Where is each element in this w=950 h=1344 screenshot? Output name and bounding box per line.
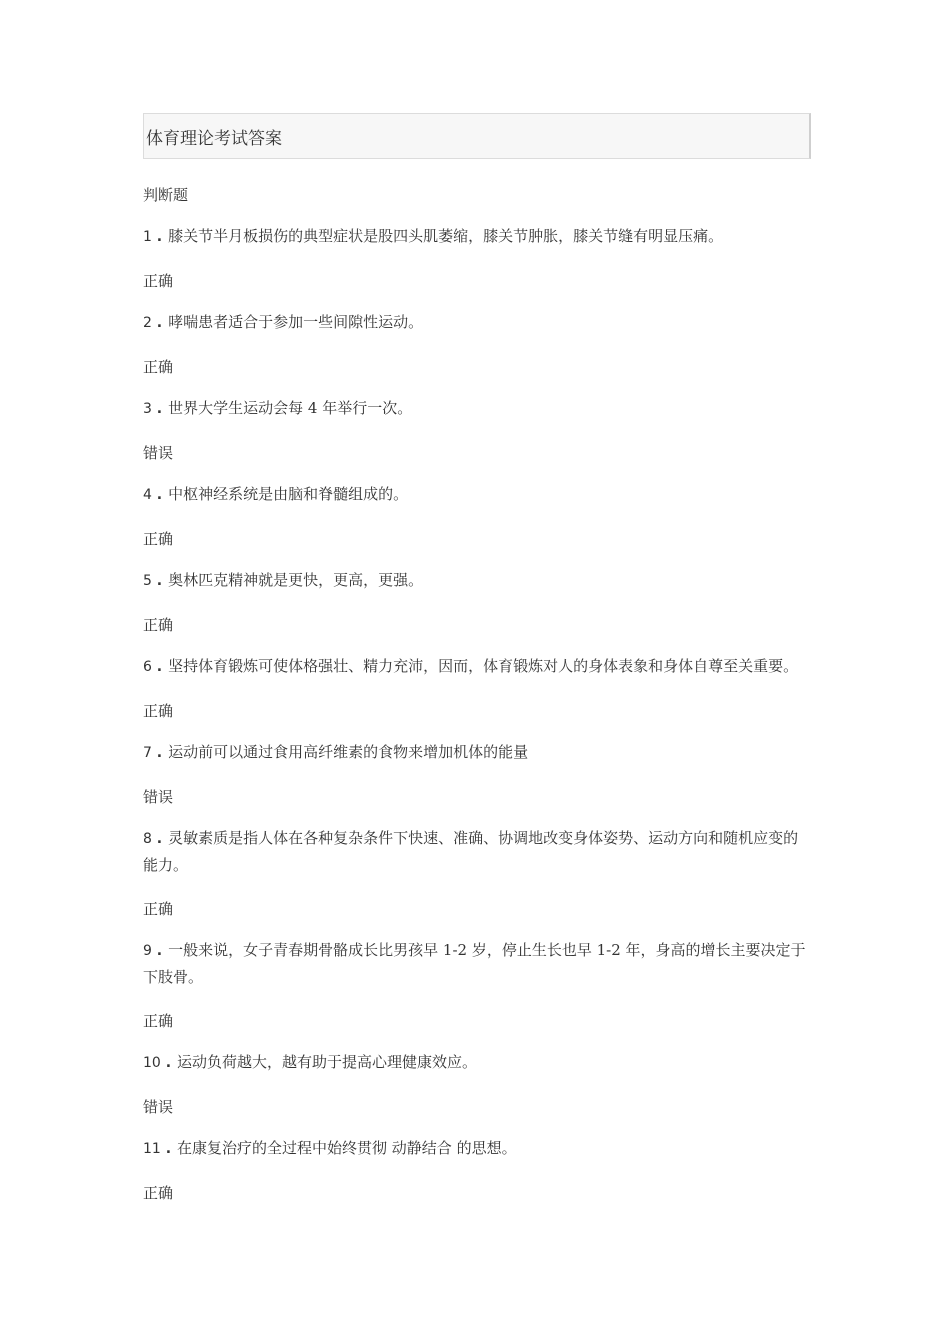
question-number <box>143 401 162 417</box>
question-number <box>143 1141 171 1157</box>
question-number-value: 5 <box>143 573 152 589</box>
document-title: 体育理论考试答案 <box>146 128 282 149</box>
question-number-value: 3 <box>143 401 152 417</box>
question-number-dot: . <box>151 943 163 959</box>
question-number <box>143 943 162 959</box>
question-number-dot: . <box>151 401 163 417</box>
question-number-value: 1 <box>143 229 152 245</box>
question-item <box>143 1135 811 1162</box>
question-number-value: 8 <box>143 831 152 847</box>
section-label: 判断题 <box>143 186 189 204</box>
question-item <box>143 223 811 250</box>
question-number-dot: . <box>151 659 163 675</box>
question-item <box>143 309 811 336</box>
question-number-value: 7 <box>143 745 152 761</box>
question-text: 中枢神经系统是由脑和脊髓组成的。 <box>168 485 409 503</box>
question-item <box>143 653 811 680</box>
question-number <box>143 487 162 503</box>
question-text: 在康复治疗的全过程中始终贯彻 动静结合 的思想。 <box>177 1139 517 1157</box>
question-list <box>143 223 811 1203</box>
question-number-value: 2 <box>143 315 152 331</box>
question-number <box>143 659 162 675</box>
question-text: 灵敏素质是指人体在各种复杂条件下快速、准确、协调地改变身体姿势、运动方向和随机应变的能力。 <box>143 829 799 874</box>
answer-text: 正确 <box>143 530 174 548</box>
question-item <box>143 395 811 422</box>
question-number-value: 9 <box>143 943 152 959</box>
question-number-value: 4 <box>143 487 152 503</box>
question-number-value: 6 <box>143 659 152 675</box>
question-text: 膝关节半月板损伤的典型症状是股四头肌萎缩，膝关节肿胀，膝关节缝有明显压痛。 <box>168 227 724 245</box>
question-text: 奥林匹克精神就是更快，更高，更强。 <box>168 571 424 589</box>
question-number-dot: . <box>160 1055 172 1071</box>
question-text: 运动负荷越大，越有助于提高心理健康效应。 <box>177 1053 478 1071</box>
answer-text: 正确 <box>143 1184 174 1202</box>
question-number <box>143 1055 171 1071</box>
question-number-dot: . <box>160 1141 172 1157</box>
question-number <box>143 745 162 761</box>
answer-text: 错误 <box>143 1098 174 1116</box>
question-item <box>143 481 811 508</box>
answer-text: 正确 <box>143 272 174 290</box>
question-text: 哮喘患者适合于参加一些间隙性运动。 <box>168 313 424 331</box>
question-text: 世界大学生运动会每 4 年举行一次。 <box>168 399 413 417</box>
document-title-box <box>143 113 811 159</box>
question-item <box>143 739 811 766</box>
question-number <box>143 831 162 847</box>
question-item <box>143 937 811 990</box>
question-number-dot: . <box>151 487 163 503</box>
document-page <box>143 113 811 1203</box>
answer-text: 正确 <box>143 616 174 634</box>
question-number <box>143 315 162 331</box>
question-number-dot: . <box>151 831 163 847</box>
answer-text: 错误 <box>143 788 174 806</box>
answer-text: 正确 <box>143 900 174 918</box>
answer-text: 正确 <box>143 702 174 720</box>
question-number-dot: . <box>151 573 163 589</box>
question-number-value: 10 <box>143 1055 161 1071</box>
question-number-dot: . <box>151 229 163 245</box>
question-number-value: 11 <box>143 1141 161 1157</box>
question-number-dot: . <box>151 745 163 761</box>
answer-text: 正确 <box>143 358 174 376</box>
question-item <box>143 825 811 878</box>
question-item <box>143 1049 811 1076</box>
answer-text: 错误 <box>143 444 174 462</box>
question-text: 运动前可以通过食用高纤维素的食物来增加机体的能量 <box>168 743 529 761</box>
question-number <box>143 573 162 589</box>
answer-text: 正确 <box>143 1012 174 1030</box>
question-text: 一般来说，女子青春期骨骼成长比男孩早 1-2 岁，停止生长也早 1-2 年，身高的增长主要决定于下肢骨。 <box>143 941 806 986</box>
question-number-dot: . <box>151 315 163 331</box>
question-text: 坚持体育锻炼可使体格强壮、精力充沛，因而，体育锻炼对人的身体表象和身体自尊至关重要。 <box>168 657 799 675</box>
question-number <box>143 229 162 245</box>
question-item <box>143 567 811 594</box>
